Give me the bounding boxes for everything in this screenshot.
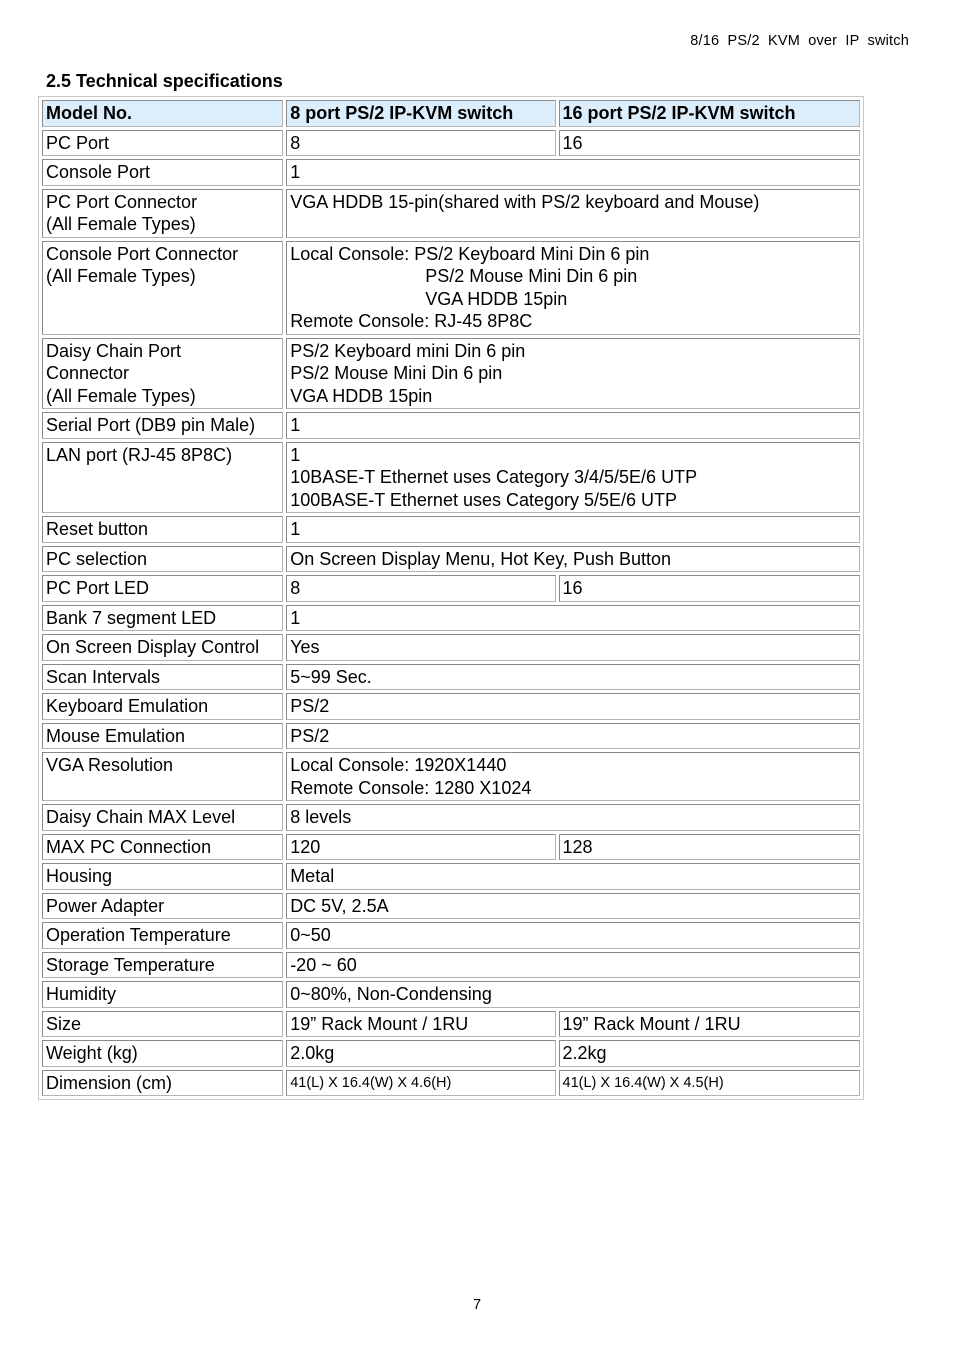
value-line: VGA HDDB 15pin	[425, 288, 568, 309]
table-row	[42, 893, 860, 920]
row-value: DC 5V, 2.5A	[286, 893, 860, 920]
row-value: VGA HDDB 15-pin(shared with PS/2 keyboard and Mouse)	[286, 189, 860, 238]
table-row	[42, 575, 860, 602]
table-row	[42, 605, 860, 632]
row-value: 8 levels	[286, 804, 860, 831]
row-value: On Screen Display Menu, Hot Key, Push Button	[286, 546, 860, 573]
row-value: Yes	[286, 634, 860, 661]
label-line: Connector	[46, 363, 130, 383]
value-8port: 120	[286, 834, 555, 861]
value-16port: 16	[559, 575, 861, 602]
table-header-row	[42, 100, 860, 127]
row-label: PC Port	[42, 130, 283, 157]
header-cell-8port: 8 port PS/2 IP-KVM switch	[286, 100, 555, 127]
row-value: PS/2	[286, 693, 860, 720]
value-line: 100BASE-T Ethernet uses Category 5/5E/6 UTP	[290, 489, 678, 510]
row-label: MAX PC Connection	[42, 834, 283, 861]
label-line: (All Female Types)	[46, 266, 196, 286]
row-label: Bank 7 segment LED	[42, 605, 283, 632]
row-label: Reset button	[42, 516, 283, 543]
value-16port: 2.2kg	[559, 1040, 861, 1067]
value-16port: 19” Rack Mount / 1RU	[559, 1011, 861, 1038]
value-line: Remote Console: 1280 X1024	[290, 777, 532, 798]
label-line: (All Female Types)	[46, 214, 196, 234]
header-cell-16port: 16 port PS/2 IP-KVM switch	[559, 100, 861, 127]
table-row	[42, 412, 860, 439]
table-row	[42, 241, 860, 335]
table-row	[42, 804, 860, 831]
row-label: LAN port (RJ-45 8P8C)	[42, 442, 283, 514]
row-label: Keyboard Emulation	[42, 693, 283, 720]
row-value: PS/2	[286, 723, 860, 750]
table-row	[42, 159, 860, 186]
row-value: 0~50	[286, 922, 860, 949]
table-row	[42, 1040, 860, 1067]
value-8port: 2.0kg	[286, 1040, 555, 1067]
table-row	[42, 1011, 860, 1038]
row-label: Scan Intervals	[42, 664, 283, 691]
table-row	[42, 834, 860, 861]
table-row	[42, 516, 860, 543]
value-line: 10BASE-T Ethernet uses Category 3/4/5/5E/6 UTP	[290, 467, 698, 487]
value-line: Local Console: 1920X1440	[290, 755, 507, 775]
table-row	[42, 723, 860, 750]
row-value: 1	[286, 159, 860, 186]
label-line: Daisy Chain Port	[46, 340, 182, 361]
value-8port: 8	[286, 575, 555, 602]
row-label: PC Port LED	[42, 575, 283, 602]
table-row	[42, 664, 860, 691]
table-row	[42, 981, 860, 1008]
table-row	[42, 863, 860, 890]
row-label: Daisy Chain MAX Level	[42, 804, 283, 831]
value-8port: 19” Rack Mount / 1RU	[286, 1011, 555, 1038]
row-value	[286, 338, 860, 410]
table-row	[42, 442, 860, 514]
row-label	[42, 241, 283, 335]
label-line: PC Port Connector	[46, 191, 198, 212]
value-line: VGA HDDB 15pin	[290, 385, 433, 406]
table-row	[42, 546, 860, 573]
row-label: On Screen Display Control	[42, 634, 283, 661]
row-value	[286, 241, 860, 335]
table-row	[42, 1070, 860, 1097]
row-value: 5~99 Sec.	[286, 664, 860, 691]
value-8port: 8	[286, 130, 555, 157]
value-16port: 128	[559, 834, 861, 861]
table-row	[42, 952, 860, 979]
row-label: Serial Port (DB9 pin Male)	[42, 412, 283, 439]
row-label: Dimension (cm)	[42, 1070, 283, 1097]
row-value: -20 ~ 60	[286, 952, 860, 979]
row-label: Weight (kg)	[42, 1040, 283, 1067]
section-title: 2.5 Technical specifications	[46, 71, 283, 91]
table-row	[42, 922, 860, 949]
row-label: Housing	[42, 863, 283, 890]
row-label: Console Port	[42, 159, 283, 186]
table-row	[42, 130, 860, 157]
table-row	[42, 338, 860, 410]
table-row	[42, 189, 860, 238]
table-row	[42, 634, 860, 661]
table-row	[42, 752, 860, 801]
row-value	[286, 442, 860, 514]
value-line: PS/2 Mouse Mini Din 6 pin	[425, 266, 638, 286]
value-16port: 41(L) X 16.4(W) X 4.5(H)	[559, 1070, 861, 1097]
spec-table	[38, 96, 864, 1100]
label-line: Console Port Connector	[46, 243, 239, 264]
value-line: 1	[290, 444, 301, 465]
row-label: Storage Temperature	[42, 952, 283, 979]
row-label: Size	[42, 1011, 283, 1038]
running-header: 8/16 PS/2 KVM over IP switch	[690, 33, 909, 49]
value-16port: 16	[559, 130, 861, 157]
row-label: VGA Resolution	[42, 752, 283, 801]
row-label	[42, 189, 283, 238]
row-value: 1	[286, 516, 860, 543]
row-label: PC selection	[42, 546, 283, 573]
row-value: 0~80%, Non-Condensing	[286, 981, 860, 1008]
header-cell-model: Model No.	[42, 100, 283, 127]
row-value: Metal	[286, 863, 860, 890]
row-label: Mouse Emulation	[42, 723, 283, 750]
value-line: PS/2 Mouse Mini Din 6 pin	[290, 363, 503, 383]
table-row	[42, 693, 860, 720]
row-label: Operation Temperature	[42, 922, 283, 949]
row-label	[42, 338, 283, 410]
row-value: 1	[286, 412, 860, 439]
row-value	[286, 752, 860, 801]
page-number: 7	[472, 1297, 482, 1313]
row-value: 1	[286, 605, 860, 632]
label-line: (All Female Types)	[46, 385, 196, 406]
value-line: Local Console: PS/2 Keyboard Mini Din 6 pin	[290, 243, 650, 264]
value-line: Remote Console: RJ-45 8P8C	[290, 311, 533, 331]
row-label: Humidity	[42, 981, 283, 1008]
row-label: Power Adapter	[42, 893, 283, 920]
value-line: PS/2 Keyboard mini Din 6 pin	[290, 340, 526, 361]
value-8port: 41(L) X 16.4(W) X 4.6(H)	[286, 1070, 555, 1097]
